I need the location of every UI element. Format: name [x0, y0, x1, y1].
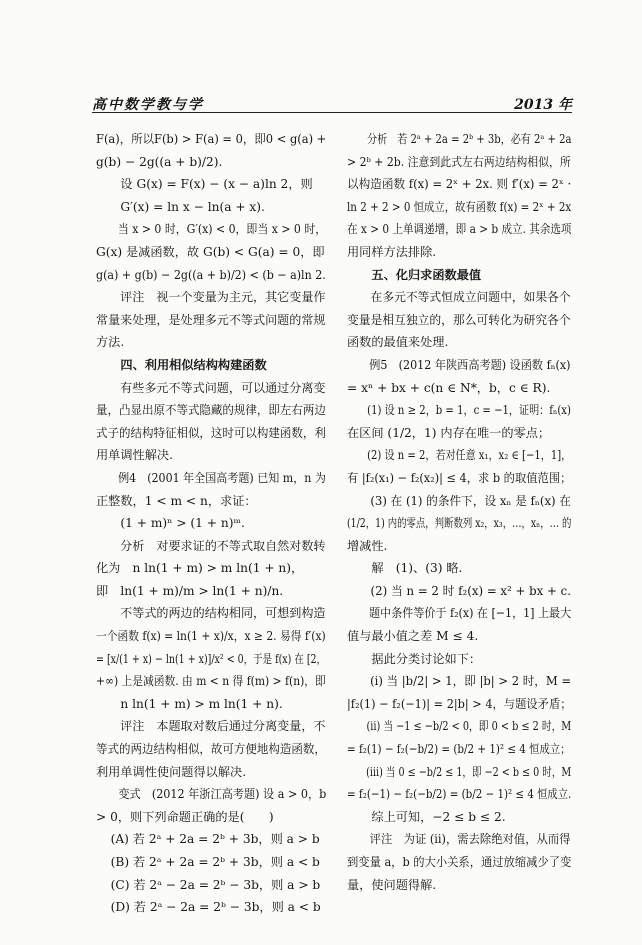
text-line: 有些多元不等式问题，可以通过分离变 — [120, 380, 326, 395]
page-year: 2013 年 — [514, 97, 572, 113]
left-column — [96, 128, 326, 919]
journal-name: 高中数学教与学 — [92, 97, 204, 113]
section-heading-4: 四、利用相似结构构建函数 — [120, 357, 267, 372]
conclusion-line: 综上可知，−2 ≤ b ≤ 2. — [371, 809, 506, 824]
text-line: 据此分类讨论如下： — [371, 651, 482, 666]
formula-line: (1 + m)ⁿ > (1 + n)ᵐ. — [120, 516, 245, 531]
text-line: (1/2，1) 内的零点，判断数列 x₂，x₃，…，xₙ，… 的 — [347, 516, 572, 531]
text-line: 增减性. — [347, 538, 388, 553]
variant-heading: 变式 (2012 年浙江高考题) 设 a > 0，b — [118, 787, 327, 802]
text-line: (3) 在 (1) 的条件下，设 xₙ 是 fₙ(x) 在 — [370, 493, 571, 508]
formula-line: G′(x) = ln x − ln(a + x). — [120, 199, 265, 214]
text-line: 方法. — [96, 335, 125, 350]
text-line: 在区间 (1/2，1) 内存在唯一的零点； — [347, 425, 551, 440]
formula-line: = f₂(1) − f₂(−b/2) = (b/2 + 1)² ≤ 4 恒成立； — [347, 742, 571, 757]
formula-line: 即 ln(1 + m)/m > ln(1 + n)/n. — [96, 583, 284, 598]
text-line: 值与最小值之差 M ≤ 4. — [347, 629, 479, 644]
formula-line: g(a) + g(b) − 2g((a + b)/2) < (b − a)ln 2. — [96, 267, 326, 282]
comment-line: 评注 视一个变量为主元，其它变量作 — [120, 290, 326, 305]
comment-line: 评注 为证 (ii)，需去除绝对值，从而得 — [369, 832, 571, 847]
analysis-line: 分析 若 2ᵃ + 2a = 2ᵇ + 3b，必有 2ᵃ + 2a — [367, 132, 572, 146]
text-line: 以构造函数 f(x) = 2ˣ + 2x. 则 f′(x) = 2ˣ · — [347, 177, 572, 192]
header-rule — [92, 112, 572, 113]
option-b: (B) 若 2ᵃ + 2a = 2ᵇ + 3b，则 a < b — [110, 855, 320, 869]
text-line: 当 x > 0 时，G′(x) < 0，即当 x > 0 时， — [117, 222, 327, 237]
case-line: (i) 当 |b/2| > 1，即 |b| > 2 时，M = — [370, 674, 572, 689]
text-line: 设 G(x) = F(x) − (x − a)ln 2，则 — [120, 177, 313, 192]
text-line: 有 |f₂(x₁) − f₂(x₂)| ≤ 4，求 b 的取值范围； — [347, 470, 572, 485]
text-line: 利用单调性使问题得以解决. — [96, 764, 247, 779]
solution-line: 解 (1)、(3) 略. — [371, 561, 463, 576]
formula-line: = [x/(1 + x) − ln(1 + x)]/x² < 0，于是 f(x) 在 [2， — [96, 651, 327, 666]
formula-line: = f₂(−1) − f₂(−b/2) = (b/2 − 1)² ≤ 4 恒成立. — [347, 787, 572, 802]
formula-line: |f₂(1) − f₂(−1)| = 2|b| > 4，与题设矛盾； — [347, 696, 572, 711]
text-line: G(x) 是减函数，故 G(b) < G(a) = 0，即 — [96, 244, 325, 259]
text-line: 用同样方法排除. — [347, 244, 437, 259]
text-line: 式子的结构特征相似，这时可以构建函数，利 — [96, 425, 326, 440]
text-line: 变量是相互独立的，那么可转化为研究各个 — [347, 312, 571, 327]
section-heading-5: 五、化归求函数最值 — [371, 267, 482, 282]
text-line: 函数的最值来处理. — [347, 335, 449, 350]
text-line: (2) 设 n = 2，若对任意 x₁，x₂ ∈ [−1，1]， — [367, 448, 572, 463]
text-line: > 2ᵇ + 2b. 注意到此式左右两边结构相似，所 — [347, 154, 571, 169]
text-line: 量，使问题得解. — [347, 877, 437, 892]
text-line: 在多元不等式恒成立问题中，如果各个 — [370, 290, 571, 305]
text-line: 常量来处理，是处理多元不等式问题的常规 — [96, 312, 326, 327]
formula-line: n ln(1 + m) > m ln(1 + n). — [120, 696, 283, 711]
text-line: 在 x > 0 上单调递增，即 a > b 成立. 其余选项 — [347, 222, 572, 237]
example-5-heading: 例5 (2012 年陕西高考题) 设函数 fₙ(x) — [369, 357, 571, 372]
option-a: (A) 若 2ᵃ + 2a = 2ᵇ + 3b，则 a > b — [110, 832, 320, 847]
text-line: 量，凸显出原不等式隐藏的规律，即左右两边 — [96, 403, 326, 418]
text-line: (2) 当 n = 2 时 f₂(x) = x² + bx + c. — [370, 583, 572, 598]
text-line: ln 2 + 2 > 0 恒成立，故有函数 f(x) = 2ˣ + 2x — [347, 199, 572, 214]
text-line: 题中条件等价于 f₂(x) 在 [−1，1] 上最大 — [369, 606, 572, 621]
text-line: 不等式的两边的结构相同，可想到构造 — [120, 606, 326, 621]
option-d: (D) 若 2ᵃ − 2a = 2ᵇ − 3b，则 a < b — [110, 900, 321, 915]
text-line: +∞) 上是减函数. 由 m < n 得 f(m) > f(n)，即 — [96, 674, 326, 689]
formula-line: = xⁿ + bx + c(n ∈ N*，b，c ∈ R). — [347, 380, 551, 395]
text-line: g(b) − 2g((a + b)/2). — [96, 154, 223, 169]
text-line: > 0，则下列命题正确的是( ) — [96, 809, 274, 824]
text-line: 化为 n ln(1 + m) > m ln(1 + n)， — [96, 561, 304, 576]
right-column — [347, 128, 571, 896]
option-c: (C) 若 2ᵃ − 2a = 2ᵇ − 3b，则 a > b — [110, 877, 321, 892]
text-line: 等式的两边结构相似，故可方便地构造函数， — [96, 742, 326, 757]
comment-line: 评注 本题取对数后通过分离变量，不 — [120, 719, 326, 734]
text-line: F(a)，所以F(b) > F(a) = 0，即0 < g(a) + — [96, 132, 327, 146]
text-line: (1) 设 n ≥ 2，b = 1，c = −1，证明：fₙ(x) — [367, 403, 571, 418]
example-4-heading: 例4 (2001 年全国高考题) 已知 m，n 为 — [118, 470, 326, 485]
text-line: 一个函数 f(x) = ln(1 + x)/x，x ≥ 2. 易得 f′(x) — [96, 629, 326, 644]
text-line: 到变量 a，b 的大小关系，通过放缩减少了变 — [347, 855, 572, 869]
page-header — [92, 94, 572, 114]
case-line: (iii) 当 0 ≤ −b/2 ≤ 1，即 −2 < b ≤ 0 时，M — [366, 764, 572, 779]
case-line: (ii) 当 −1 ≤ −b/2 < 0，即 0 < b ≤ 2 时，M — [366, 719, 572, 734]
text-line: 用单调性解决. — [96, 448, 173, 463]
analysis-line: 分析 对要求证的不等式取自然对数转 — [120, 538, 326, 553]
text-line: 正整数，1 < m < n，求证： — [96, 493, 257, 508]
